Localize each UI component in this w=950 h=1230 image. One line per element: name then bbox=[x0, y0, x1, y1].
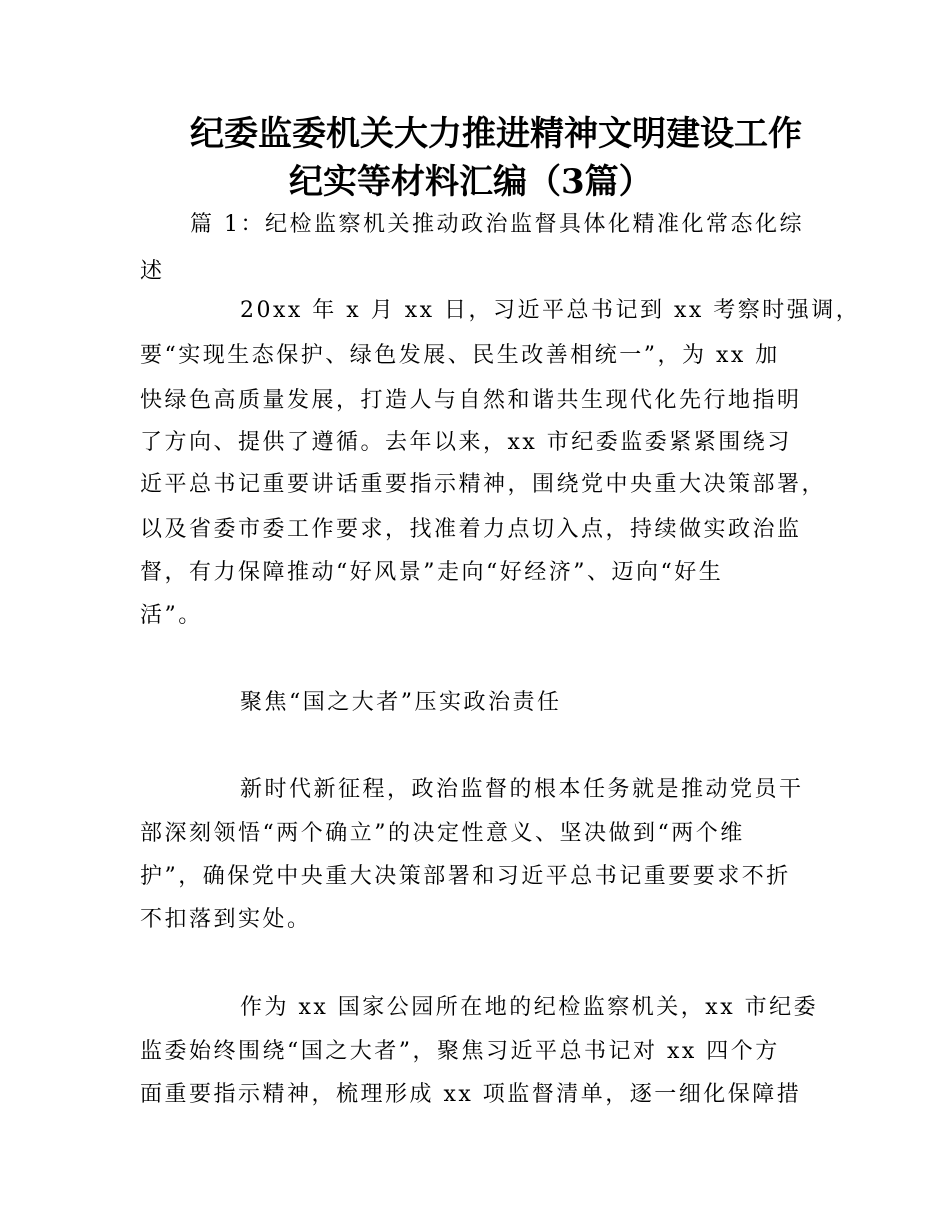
title-line-1: 纪委监委机关大力推进精神文明建设工作 bbox=[190, 114, 802, 154]
paragraph-line: 快绿色高质量发展，打造人与自然和谐共生现代化先行地指明 bbox=[140, 388, 802, 413]
paragraph-line: 督，有力保障推动“好风景”走向“好经济”、迈向“好生 bbox=[140, 560, 724, 585]
paragraph-line: 以及省委市委工作要求，找准着力点切入点，持续做实政治监 bbox=[140, 517, 802, 542]
title-line-2: 纪实等材料汇编（3篇） bbox=[289, 162, 653, 202]
document-title bbox=[150, 110, 850, 206]
paragraph-line: 面重要指示精神，梳理形成 xx 项监督清单，逐一细化保障措 bbox=[140, 1082, 802, 1107]
article-heading-line-1: 篇 1：纪检监察机关推动政治监督具体化精准化常态化综 bbox=[190, 212, 804, 237]
paragraph-line: 近平总书记重要讲话重要指示精神，围绕党中央重大决策部署， bbox=[140, 472, 827, 497]
paragraph-line: 新时代新征程，政治监督的根本任务就是推动党员干 bbox=[240, 777, 804, 802]
paragraph-line: 了方向、提供了遵循。去年以来，xx 市纪委监委紧紧围绕习 bbox=[140, 430, 792, 455]
article-heading-line-2: 述 bbox=[140, 259, 165, 284]
paragraph-line: 20xx 年 x 月 xx 日，习近平总书记到 xx 考察时强调， bbox=[240, 298, 861, 323]
paragraph-line: 护”，确保党中央重大决策部署和习近平总书记重要要求不折 bbox=[140, 864, 791, 889]
paragraph-line: 作为 xx 国家公园所在地的纪检监察机关，xx 市纪委 bbox=[240, 995, 819, 1020]
paragraph-line: 部深刻领悟“两个确立”的决定性意义、坚决做到“两个维 bbox=[140, 821, 745, 846]
section-heading: 聚焦“国之大者”压实政治责任 bbox=[240, 690, 562, 715]
paragraph-line: 要“实现生态保护、绿色发展、民生改善相统一”，为 xx 加 bbox=[140, 343, 780, 368]
paragraph-line: 活”。 bbox=[140, 603, 203, 628]
paragraph-line: 监委始终围绕“国之大者”，聚焦习近平总书记对 xx 四个方 bbox=[140, 1039, 780, 1064]
paragraph-line: 不扣落到实处。 bbox=[140, 907, 312, 932]
